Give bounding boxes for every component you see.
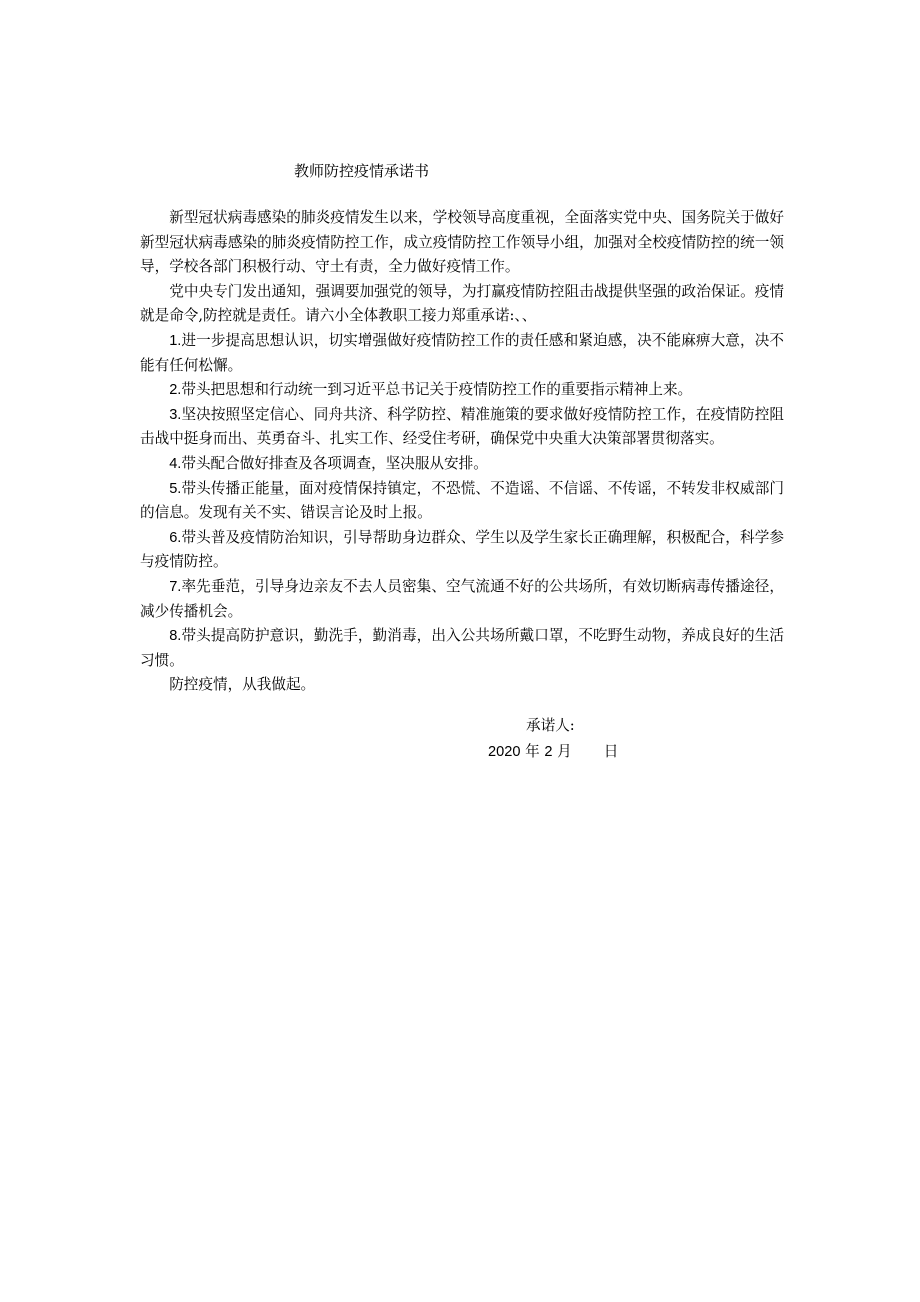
pledge-text: 带头提高防护意识，勤洗手，勤消毒，出入公共场所戴口罩，不吃野生动物，养成良好的生活习惯。 [140,627,784,669]
date-month-unit: 月 [557,743,572,760]
date-month: 2 [544,744,553,760]
pledge-number: 4. [169,455,182,472]
document-title: 教师防控疫情承诺书 [294,162,430,180]
pledge-number: 5. [169,480,182,497]
closing-line: 防控疫情，从我做起。 [169,676,316,694]
signer-label: 承诺人: [526,717,575,734]
pledge-text: 带头传播正能量，面对疫情保持镇定，不恐慌、不造谣、不信谣、不传谣，不转发非权威部门的信息。发现有关不实、错误言论及时上报。 [140,479,784,522]
pledge-text: 进一步提高思想认识，切实增强做好疫情防控工作的责任感和紧迫感，决不能麻痹大意，决不能有任何松懈。 [140,331,784,374]
pledge-text: 坚决按照坚定信心、同舟共济、科学防控、精准施策的要求做好疫情防控工作，在疫情防控阻击战中挺身而出、英勇奋斗、扎实工作、经受住考研，确保党中央重大决策部署贯彻落实。 [140,405,784,448]
intro-paragraph-1: 新型冠状病毒感染的肺炎疫情发生以来，学校领导高度重视，全面落实党中央、国务院关于做好新型冠状病毒感染的肺炎疫情防控工作，成立疫情防控工作领导小组，加强对全校疫情防控的统一领导，学校各部门积极行动、守土有责，全力做好疫情工作。 [140,209,784,276]
pledge-item [140,329,784,378]
pledge-text: 率先垂范，引导身边亲友不去人员密集、空气流通不好的公共场所，有效切断病毒传播途径，减少传播机会。 [140,577,784,620]
document-body [140,206,784,698]
signature-date [488,740,618,764]
pledge-item [140,526,784,575]
pledge-item [140,477,784,526]
pledge-number: 7. [169,578,182,595]
pledge-number: 8. [169,628,182,645]
pledge-number: 2. [169,382,182,399]
date-day-unit: 日 [603,743,619,760]
pledge-text: 带头配合做好排查及各项调查，坚决服从安排。 [181,454,488,472]
pledge-number: 1. [169,332,182,349]
pledge-item [140,624,784,673]
pledge-number: 3. [169,406,182,423]
pledge-item [140,378,784,403]
pledge-item [140,575,784,624]
date-year: 2020 [488,744,521,760]
date-year-unit: 年 [525,743,540,760]
pledge-text: 带头普及疫情防治知识，引导帮助身边群众、学生以及学生家长正确理解，积极配合，科学参与疫情防控。 [140,528,784,571]
pledge-item [140,452,784,477]
pledge-number: 6. [169,529,182,546]
pledge-item [140,403,784,452]
intro-paragraph-2: 党中央专门发出通知，强调要加强党的领导，为打赢疫情防控阻击战提供坚强的政治保证。疫情就是命令,防控就是责任。请六小全体教职工接力郑重承诺:、、 [140,282,784,325]
pledge-text: 带头把思想和行动统一到习近平总书记关于疫情防控工作的重要指示精神上来。 [181,381,693,399]
